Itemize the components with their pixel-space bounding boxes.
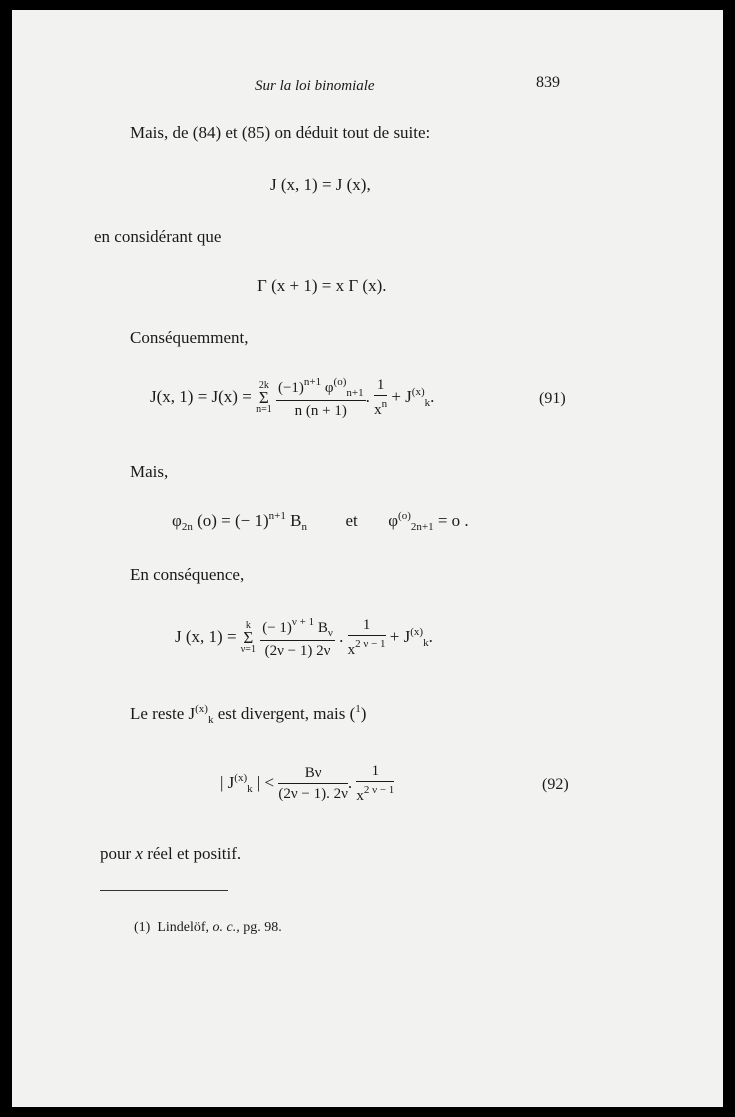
equation-phi: $\varphi_{2n}$ (o) = (− 1)$^{n+1}$ $B_n$ et $\varphi^{(o)}_{2n+1} = o$ . xyxy=(172,510,469,533)
eq91-remainder: + $J^{(x)}_k$. xyxy=(391,385,435,409)
eq91-sum-bottom: n=1 xyxy=(256,404,272,415)
equation-j-x-1: J (x, 1) = J (x), xyxy=(270,175,371,194)
eq-j-sum: k Σ ν=1 xyxy=(240,620,256,655)
paragraph-1: Mais, de (84) et (85) on déduit tout de suite: xyxy=(130,123,431,142)
footnote-rule xyxy=(100,890,228,891)
equation-number-91: (91) xyxy=(539,390,566,407)
eq91-fraction-1-numerator: $(-1)^{n+1}$ $\varphi^{(o)}_{n+1}$ xyxy=(277,376,364,399)
page-number: 839 xyxy=(536,74,560,91)
paragraph-3: Conséquemment, xyxy=(130,328,249,347)
document-page xyxy=(12,10,723,1107)
eq92-fraction-2: $\frac{1}{x^{2 \nu - 1}}$ xyxy=(356,763,395,804)
running-header-title: Sur la loi binomiale xyxy=(255,78,375,94)
equation-gamma: Γ (x + 1) = x Γ (x). xyxy=(257,276,387,295)
eq91-lhs: J(x, 1) = J(x) = xyxy=(150,386,252,406)
eq91-fraction-2-denominator: $x^n$ xyxy=(374,398,388,418)
paragraph-2: en considérant que xyxy=(94,227,222,246)
equation-91: J(x, 1) = J(x) = 2k Σ n=1 $\frac{(-1)^{n+1} \varphi^{(o)}_{n+1}}{n (n + 1)}$ . $\frac{1}{x^n}$ + $J^{(x)}_k$. xyxy=(150,376,435,419)
paragraph-7: pour x réel et positif. xyxy=(100,844,242,863)
eq-j-fraction-2: $\frac{1}{x^{2 \nu - 1}}$ xyxy=(347,617,386,658)
eq-j-fraction-1: $\frac{(- 1)^{\nu + 1} B_\nu}{(2\nu - 1) 2\nu}$ xyxy=(262,616,333,659)
eq91-sum-top: 2k xyxy=(258,380,269,391)
paragraph-6: Le reste $J^{(x)}_k$ est divergent, mais ($^1$) xyxy=(130,703,367,726)
eq91-fraction-1 xyxy=(276,376,366,420)
paragraph-4: Mais, xyxy=(130,462,169,481)
eq91-fraction-2-numerator: 1 xyxy=(374,377,387,396)
et-word: et xyxy=(345,511,358,530)
eq92-fraction-1: $\frac{B\nu}{(2\nu - 1). 2\nu}$ xyxy=(278,765,348,802)
paragraph-5: En conséquence, xyxy=(130,565,245,584)
equation-92: | $J^{(x)}_k$ | < $\frac{B\nu}{(2\nu - 1). 2\nu}$ . $\frac{1}{x^{2 \nu - 1}}$ xyxy=(220,763,395,804)
equation-number-92: (92) xyxy=(542,776,569,793)
equation-j-expansion: J (x, 1) = k Σ ν=1 $\frac{(- 1)^{\nu + 1} B_\nu}{(2\nu - 1) 2\nu}$ . $\frac{1}{x^{2 \nu - 1}}$ + $J^{(x)}_k$. xyxy=(175,616,433,659)
eq91-fraction-1-denominator: n (n + 1) xyxy=(294,403,347,419)
eq91-fraction-2 xyxy=(374,377,387,419)
eq91-sum xyxy=(256,381,272,415)
footnote-1: (1) Lindelöf, o. c., pg. 98. xyxy=(134,920,282,935)
eq91-sum-symbol: Σ xyxy=(258,388,269,407)
